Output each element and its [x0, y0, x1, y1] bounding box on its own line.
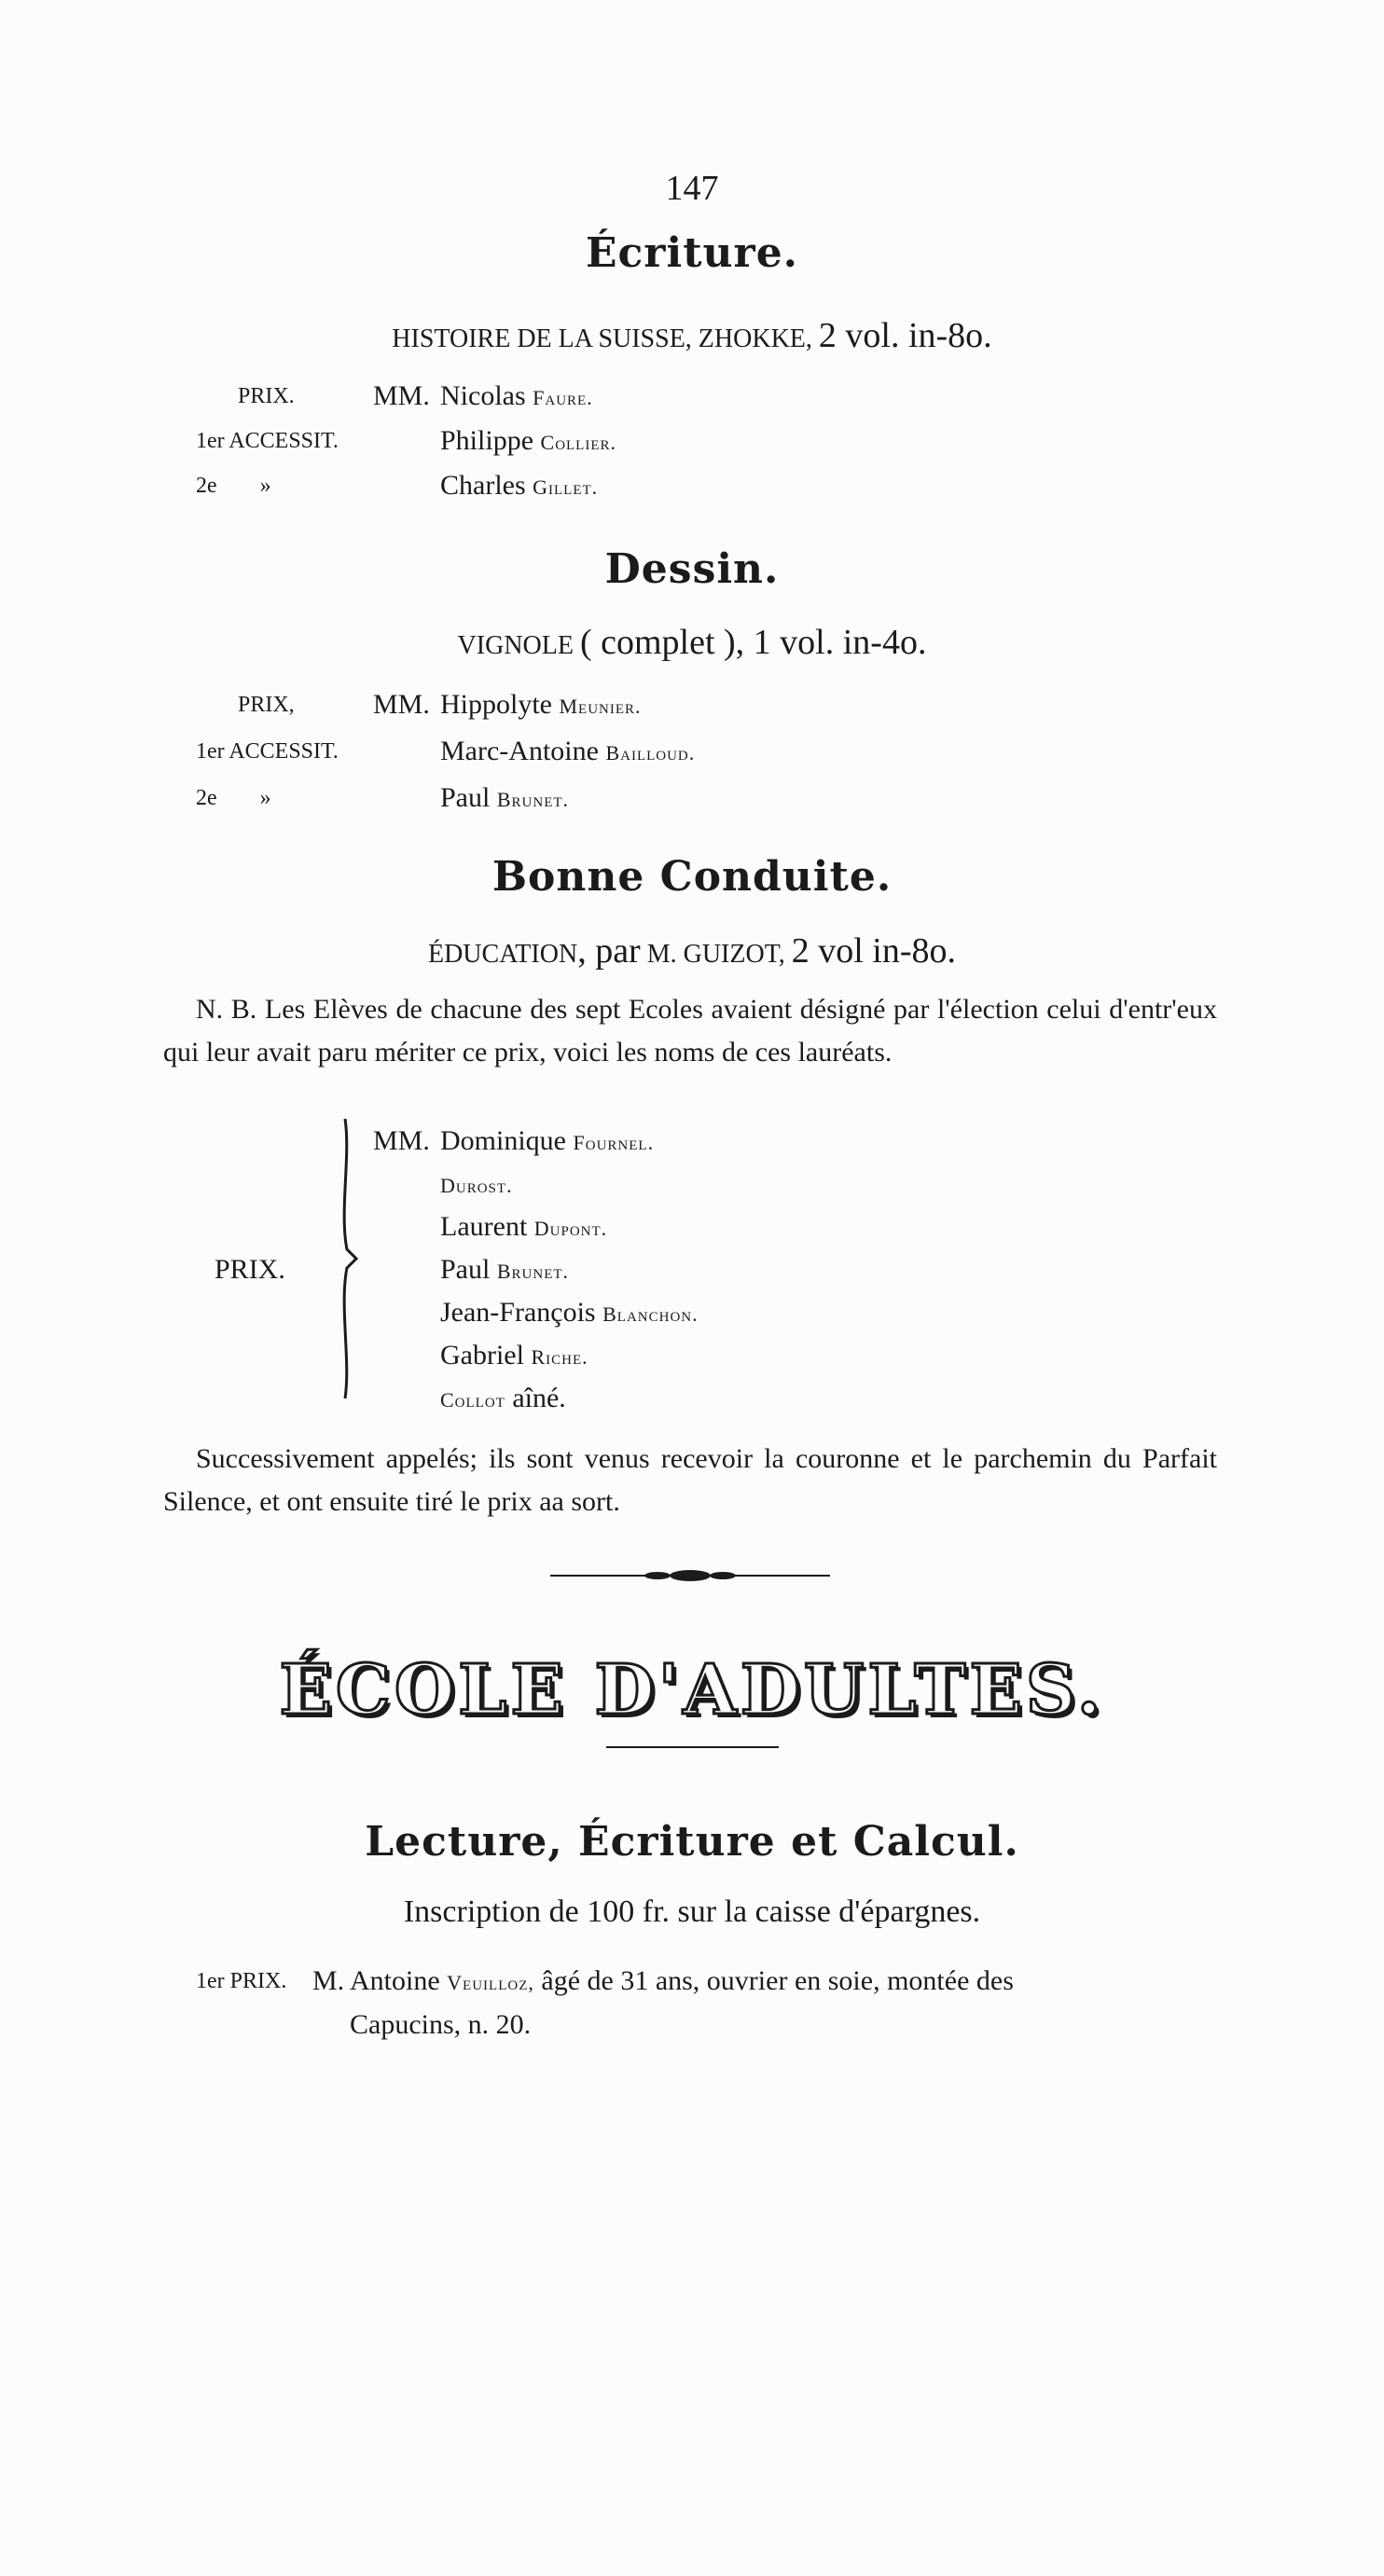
- ecriture-heading: Écriture.: [585, 229, 799, 277]
- conduite-laureate: [440, 1168, 513, 1200]
- ecriture-prix-first: Nicolas: [440, 380, 526, 411]
- ecriture-accessit1-first: Philippe: [440, 425, 534, 456]
- ornament-divider-icon: [550, 1569, 830, 1582]
- dessin-heading: Dessin.: [604, 545, 780, 593]
- dessin-prix-name: [440, 689, 642, 721]
- conduite-laureate: [440, 1211, 607, 1243]
- conduite-prix-label: PRIX.: [215, 1254, 285, 1285]
- conduite-laureate: [440, 1383, 566, 1414]
- conduite-book-volume: 2 vol in-8o.: [791, 931, 957, 971]
- dessin-prix-label: PRIX,: [238, 693, 295, 717]
- laureate-first: Laurent: [440, 1211, 528, 1242]
- ecriture-accessit1-name: [440, 425, 616, 457]
- ecriture-accessit2-last: Gillet.: [533, 475, 599, 499]
- conduite-book-by: , par: [577, 931, 641, 971]
- ecriture-prix-last: Faure.: [533, 386, 593, 409]
- conduite-heading: Bonne Conduite.: [491, 853, 893, 901]
- conduite-laureate: [440, 1254, 569, 1286]
- ecriture-book-title: HISTOIRE DE LA SUISSE, ZHOKKE,: [392, 324, 812, 353]
- ecriture-prix-name: [440, 380, 593, 412]
- dessin-accessit1-last: Bailloud.: [605, 741, 696, 765]
- ecriture-accessit2-first: Charles: [440, 470, 526, 501]
- conduite-book: [0, 930, 1384, 971]
- dessin-accessit2-last: Brunet.: [496, 788, 570, 811]
- conduite-laureate: [440, 1297, 699, 1329]
- ecriture-accessit2-name: [440, 470, 598, 502]
- adultes-prize-label: 1er PRIX.: [196, 1969, 287, 1993]
- laureate-last: Dupont.: [533, 1217, 608, 1240]
- conduite-closing-text: Successivement appelés; ils sont venus recevoir la couronne et le parchemin du Parfait Silence, et ont ensuite tiré le prix aa sort.: [163, 1443, 1217, 1517]
- adultes-prize-line1: [312, 1965, 1217, 1997]
- ecriture-accessit2-label: 2e »: [196, 474, 271, 498]
- adultes-subheading: Lecture, Écriture et Calcul.: [365, 1818, 1019, 1866]
- conduite-closing: [163, 1438, 1217, 1523]
- dessin-accessit1-label: 1er ACCESSIT.: [196, 739, 339, 764]
- dessin-prix-last: Meunier.: [559, 695, 642, 718]
- laureate-last: Blanchon.: [602, 1302, 699, 1326]
- ecriture-prix-label: PRIX.: [238, 384, 295, 408]
- adultes-prize-text1: M. Antoine: [312, 1965, 440, 1996]
- adultes-prize-text2: âgé de 31 ans, ouvrier en soie, montée des: [541, 1965, 1014, 1996]
- dessin-accessit2-label: 2e »: [196, 786, 271, 810]
- laureate-first: Paul: [440, 1254, 491, 1285]
- laureate-last: Fournel.: [573, 1131, 655, 1154]
- ecriture-prix-honorific: MM.: [373, 380, 430, 411]
- ecriture-accessit1-label: 1er ACCESSIT.: [196, 429, 339, 453]
- title-rule: [606, 1746, 779, 1748]
- laureate-first: Gabriel: [440, 1340, 524, 1371]
- laureate-last: Collot: [440, 1388, 505, 1412]
- adultes-prize-line2: Capucins, n. 20.: [350, 2009, 532, 2040]
- ecriture-book: [0, 315, 1384, 356]
- adultes-prize-name: Veuilloz,: [447, 1971, 534, 1994]
- dessin-accessit2-name: [440, 782, 569, 814]
- ecole-adultes-title: ÉCOLE D'ADULTES.: [279, 1650, 1105, 1730]
- conduite-book-author: M. GUIZOT,: [646, 940, 785, 969]
- laureate-last: Durost.: [440, 1174, 513, 1197]
- laureate-suffix: aîné.: [512, 1383, 566, 1413]
- dessin-accessit1-name: [440, 736, 695, 767]
- laureate-first: Jean-François: [440, 1297, 596, 1328]
- laureate-first: Dominique: [440, 1125, 566, 1156]
- dessin-book: [0, 622, 1384, 663]
- conduite-honorific: MM.: [373, 1125, 430, 1156]
- dessin-accessit1-first: Marc-Antoine: [440, 736, 599, 766]
- dessin-accessit2-first: Paul: [440, 782, 491, 813]
- ecriture-accessit1-last: Collier.: [540, 431, 617, 454]
- conduite-note: [163, 988, 1217, 1074]
- dessin-book-volume: ( complet ), 1 vol. in-4o.: [579, 623, 927, 662]
- dessin-prix-honorific: MM.: [373, 689, 430, 720]
- laureate-last: Brunet.: [496, 1260, 570, 1283]
- conduite-note-text: N. B. Les Elèves de chacune des sept Ecoles avaient désigné par l'élection celui d'entr'eux qui leur avait paru mériter ce prix, voici les noms de ces lauréats.: [163, 994, 1217, 1068]
- laureate-last: Riche.: [531, 1345, 588, 1369]
- adultes-inscription: Inscription de 100 fr. sur la caisse d'épargnes.: [403, 1894, 981, 1929]
- dessin-prix-first: Hippolyte: [440, 689, 552, 720]
- ecriture-book-volume: 2 vol. in-8o.: [818, 316, 992, 355]
- conduite-laureate: [440, 1340, 588, 1371]
- conduite-book-title: ÉDUCATION: [427, 940, 578, 969]
- dessin-book-title: VIGNOLE: [457, 631, 574, 660]
- page-number: 147: [665, 169, 719, 208]
- conduite-laureate: [440, 1125, 654, 1157]
- brace-icon: [336, 1119, 364, 1398]
